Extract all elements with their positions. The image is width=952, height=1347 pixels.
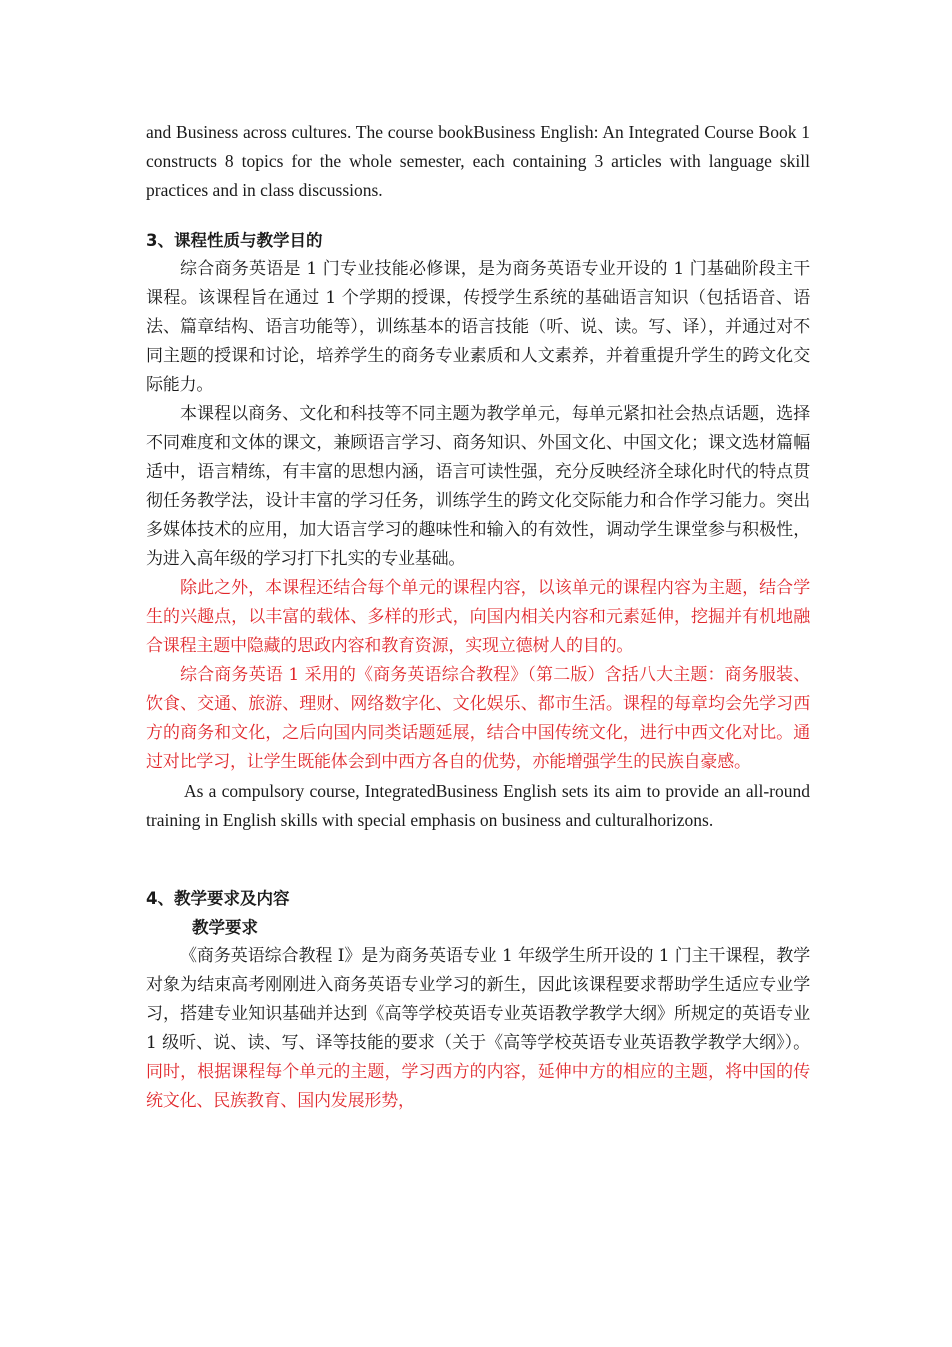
section-4-heading: 4、教学要求及内容 — [146, 889, 290, 908]
intro-paragraph: and Business across cultures. The course bookBusiness English: An Integrated Course Book 1 constructs 8 topics for the whole semester, each containing 3 articles with language skill practices and in class discussions. — [146, 122, 810, 200]
section-4-paragraph-1-highlight: 同时，根据课程每个单元的主题，学习西方的内容，延伸中方的相应的主题，将中国的传统文化、民族教育、国内发展形势， — [146, 1062, 810, 1111]
section-4-paragraph-1-text: 《商务英语综合教程 I》是为商务英语专业 1 年级学生所开设的 1 门主干课程，教学对象为结束高考刚刚进入商务英语专业学习的新生，因此该课程要求帮助学生适应专业学习，搭建专业知识基础并达到《高等学校英语专业英语教学教学大纲》所规定的英语专业 1 级听、说、读、写、译等技能的要求（关于《高等学校英语专业英语教学教学大纲》）。 — [146, 946, 810, 1053]
document-page — [146, 118, 810, 1116]
section-3-heading: 3、课程性质与教学目的 — [146, 231, 323, 250]
section-3-paragraph-1: 综合商务英语是 1 门专业技能必修课，是为商务英语专业开设的 1 门基础阶段主干课程。该课程旨在通过 1 个学期的授课，传授学生系统的基础语言知识（包括语音、语法、篇章结构、语言功能等），训练基本的语言技能（听、说、读。写、译），并通过对不同主题的授课和讨论，培养学生的商务专业素质和人文素养，并着重提升学生的跨文化交际能力。 — [146, 259, 810, 395]
section-3-paragraph-3-highlight: 除此之外，本课程还结合每个单元的课程内容，以该单元的课程内容为主题，结合学生的兴趣点，以丰富的载体、多样的形式，向国内相关内容和元素延伸，挖掘并有机地融合课程主题中隐藏的思政内容和教育资源，实现立德树人的目的。 — [146, 578, 810, 656]
section-3-paragraph-5-english: As a compulsory course, IntegratedBusiness English sets its aim to provide an all-round training in English skills with special emphasis on business and culturalhorizons. — [146, 781, 810, 830]
section-3-paragraph-2: 本课程以商务、文化和科技等不同主题为教学单元，每单元紧扣社会热点话题，选择不同难度和文体的课文，兼顾语言学习、商务知识、外国文化、中国文化；课文选材篇幅适中，语言精练，有丰富的思想内涵，语言可读性强，充分反映经济全球化时代的特点贯彻任务教学法，设计丰富的学习任务，训练学生的跨文化交际能力和合作学习能力。突出多媒体技术的应用，加大语言学习的趣味性和输入的有效性，调动学生课堂参与积极性，为进入高年级的学习打下扎实的专业基础。 — [146, 404, 810, 569]
section-4-paragraph-1 — [146, 942, 810, 1116]
section-4-subheading: 教学要求 — [192, 918, 258, 937]
spacer — [146, 835, 810, 884]
spacer — [146, 205, 810, 226]
section-3-paragraph-4-highlight: 综合商务英语 1 采用的《商务英语综合教程》（第二版）含括八大主题：商务服装、饮食、交通、旅游、理财、网络数字化、文化娱乐、都市生活。课程的每章均会先学习西方的商务和文化，之后向国内同类话题延展，结合中国传统文化，进行中西文化对比。通过对比学习，让学生既能体会到中西方各自的优势，亦能增强学生的民族自豪感。 — [146, 665, 810, 772]
